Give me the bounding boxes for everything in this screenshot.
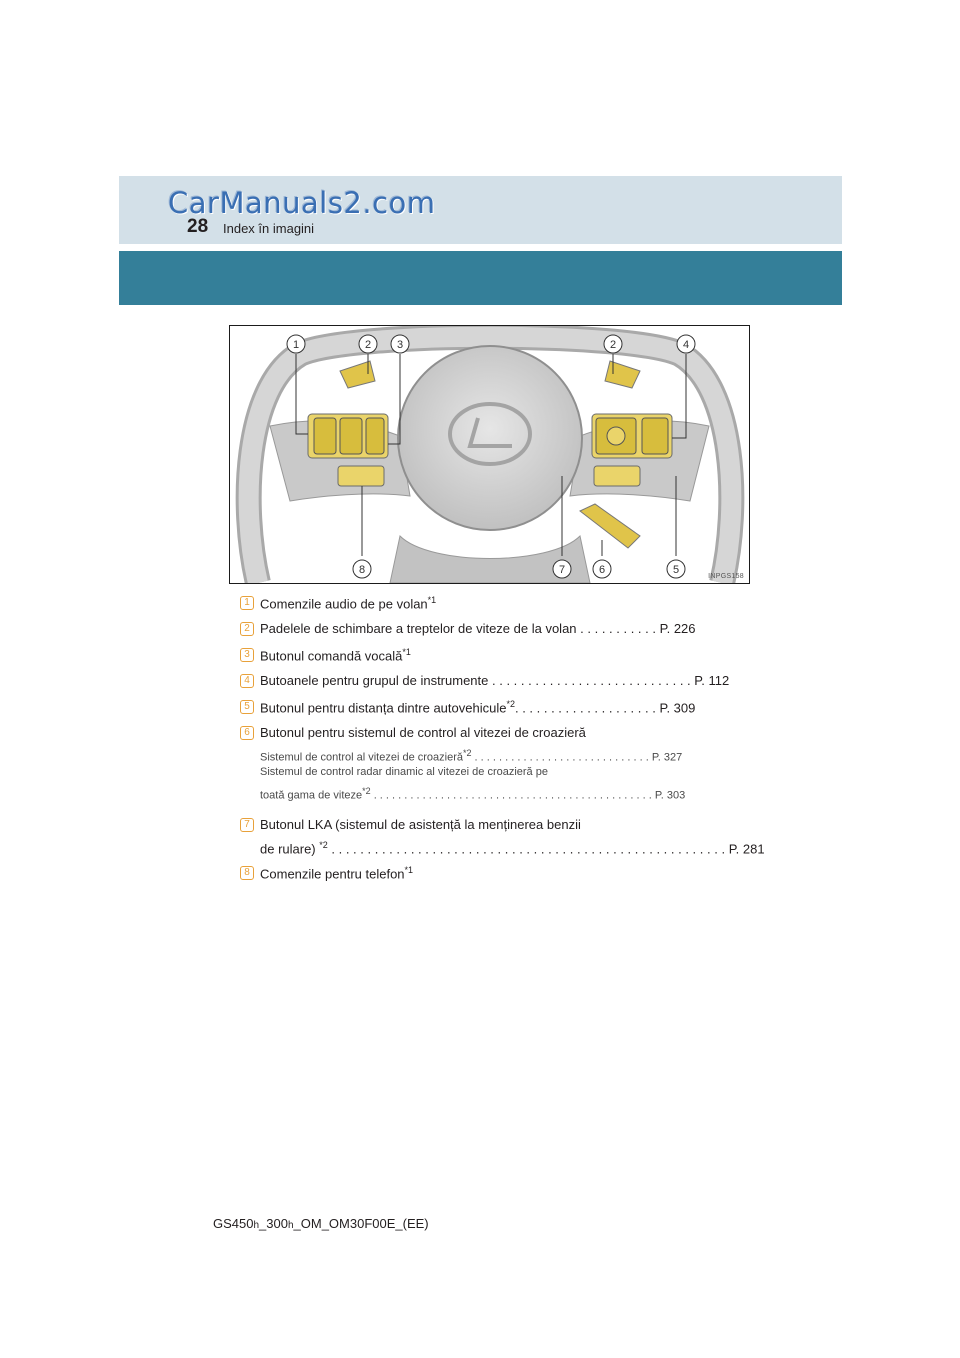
watermark-logo: CarManuals2.com [168, 186, 436, 220]
footnote-marker: *1 [404, 865, 414, 875]
svg-text:1: 1 [292, 339, 300, 351]
item-6-sub-2: Sistemul de control radar dinamic al vitezei de croazieră pe [260, 766, 548, 778]
item-6-sub-3: toată gama de viteze$^{*2}$ . . . . . . . . . . . . . . . . . . . . . . . . . . . . . . . . . . . . . . . . . . . . . . P. 303 [260, 786, 686, 802]
item-number-badge: 6 [240, 726, 254, 740]
item-number-badge: 7 [240, 818, 254, 832]
svg-text:4: 4 [682, 339, 690, 351]
svg-text:3: 3 [396, 339, 404, 351]
steering-wheel-illustration [230, 326, 749, 583]
item-text: Comenzile pentru telefon [260, 866, 405, 882]
callout-3 [391, 335, 409, 353]
section-title: Index în imagini [223, 221, 315, 236]
item-6-sub-1: Sistemul de control al vitezei de croazieră$^{*2}$ . . . . . . . . . . . . . . . . . . . . . . . . . . . . . P. 327 [260, 748, 683, 764]
footnote-marker: *1 [427, 595, 437, 605]
item-text: Comenzile audio de pe volan [260, 596, 428, 612]
item-number-badge: 8 [240, 866, 254, 880]
page-reference: P. 112 [694, 673, 730, 688]
svg-text:2: 2 [364, 339, 372, 351]
svg-text:2: 2 [609, 339, 617, 351]
page-number: 28 [187, 216, 209, 237]
footer-model-code: GS450h_300h_OM_OM30F00E_(EE) [213, 1216, 429, 1231]
steering-wheel-figure [229, 325, 750, 584]
item-text: Butonul pentru sistemul de control al vitezei de croazieră [260, 725, 586, 740]
item-number-badge: 1 [240, 596, 254, 610]
footnote-marker: *1 [402, 647, 411, 657]
callout-2b [604, 335, 622, 353]
page-reference: P. 309 [659, 700, 696, 716]
svg-text:5: 5 [672, 564, 680, 576]
item-number-badge: 3 [240, 648, 254, 662]
callout-5 [667, 560, 685, 578]
callout-6 [593, 560, 611, 578]
figure-code: INPGS158 [708, 573, 744, 580]
item-text: Butonul comandă vocală [260, 648, 403, 664]
svg-text:6: 6 [598, 564, 606, 576]
item-text: Padelele de schimbare a treptelor de viteze de la volan [260, 621, 577, 636]
svg-text:8: 8 [358, 564, 366, 576]
callout-2 [359, 335, 377, 353]
item-number-badge: 4 [240, 674, 254, 688]
item-number-badge: 2 [240, 622, 254, 636]
callout-1 [287, 335, 305, 353]
item-number-badge: 5 [240, 700, 254, 714]
item-text: Butonul pentru distanța dintre autovehicule [260, 700, 507, 716]
svg-text:7: 7 [558, 564, 566, 576]
page-reference: P. 303 [654, 789, 686, 802]
page-reference: P. 281 [728, 841, 765, 857]
footnote-marker: *2 [506, 699, 515, 709]
page-reference: P. 226 [659, 621, 696, 636]
callout-4 [677, 335, 695, 353]
item-text: Butoanele pentru grupul de instrumente [260, 673, 489, 688]
footnote-marker: *2 [319, 840, 328, 850]
callout-8 [353, 560, 371, 578]
callout-7 [553, 560, 571, 578]
item-text: Butonul LKA (sistemul de asistență la menținerea benzii [260, 817, 581, 832]
title-band [119, 251, 842, 305]
page-reference: P. 327 [651, 751, 683, 764]
